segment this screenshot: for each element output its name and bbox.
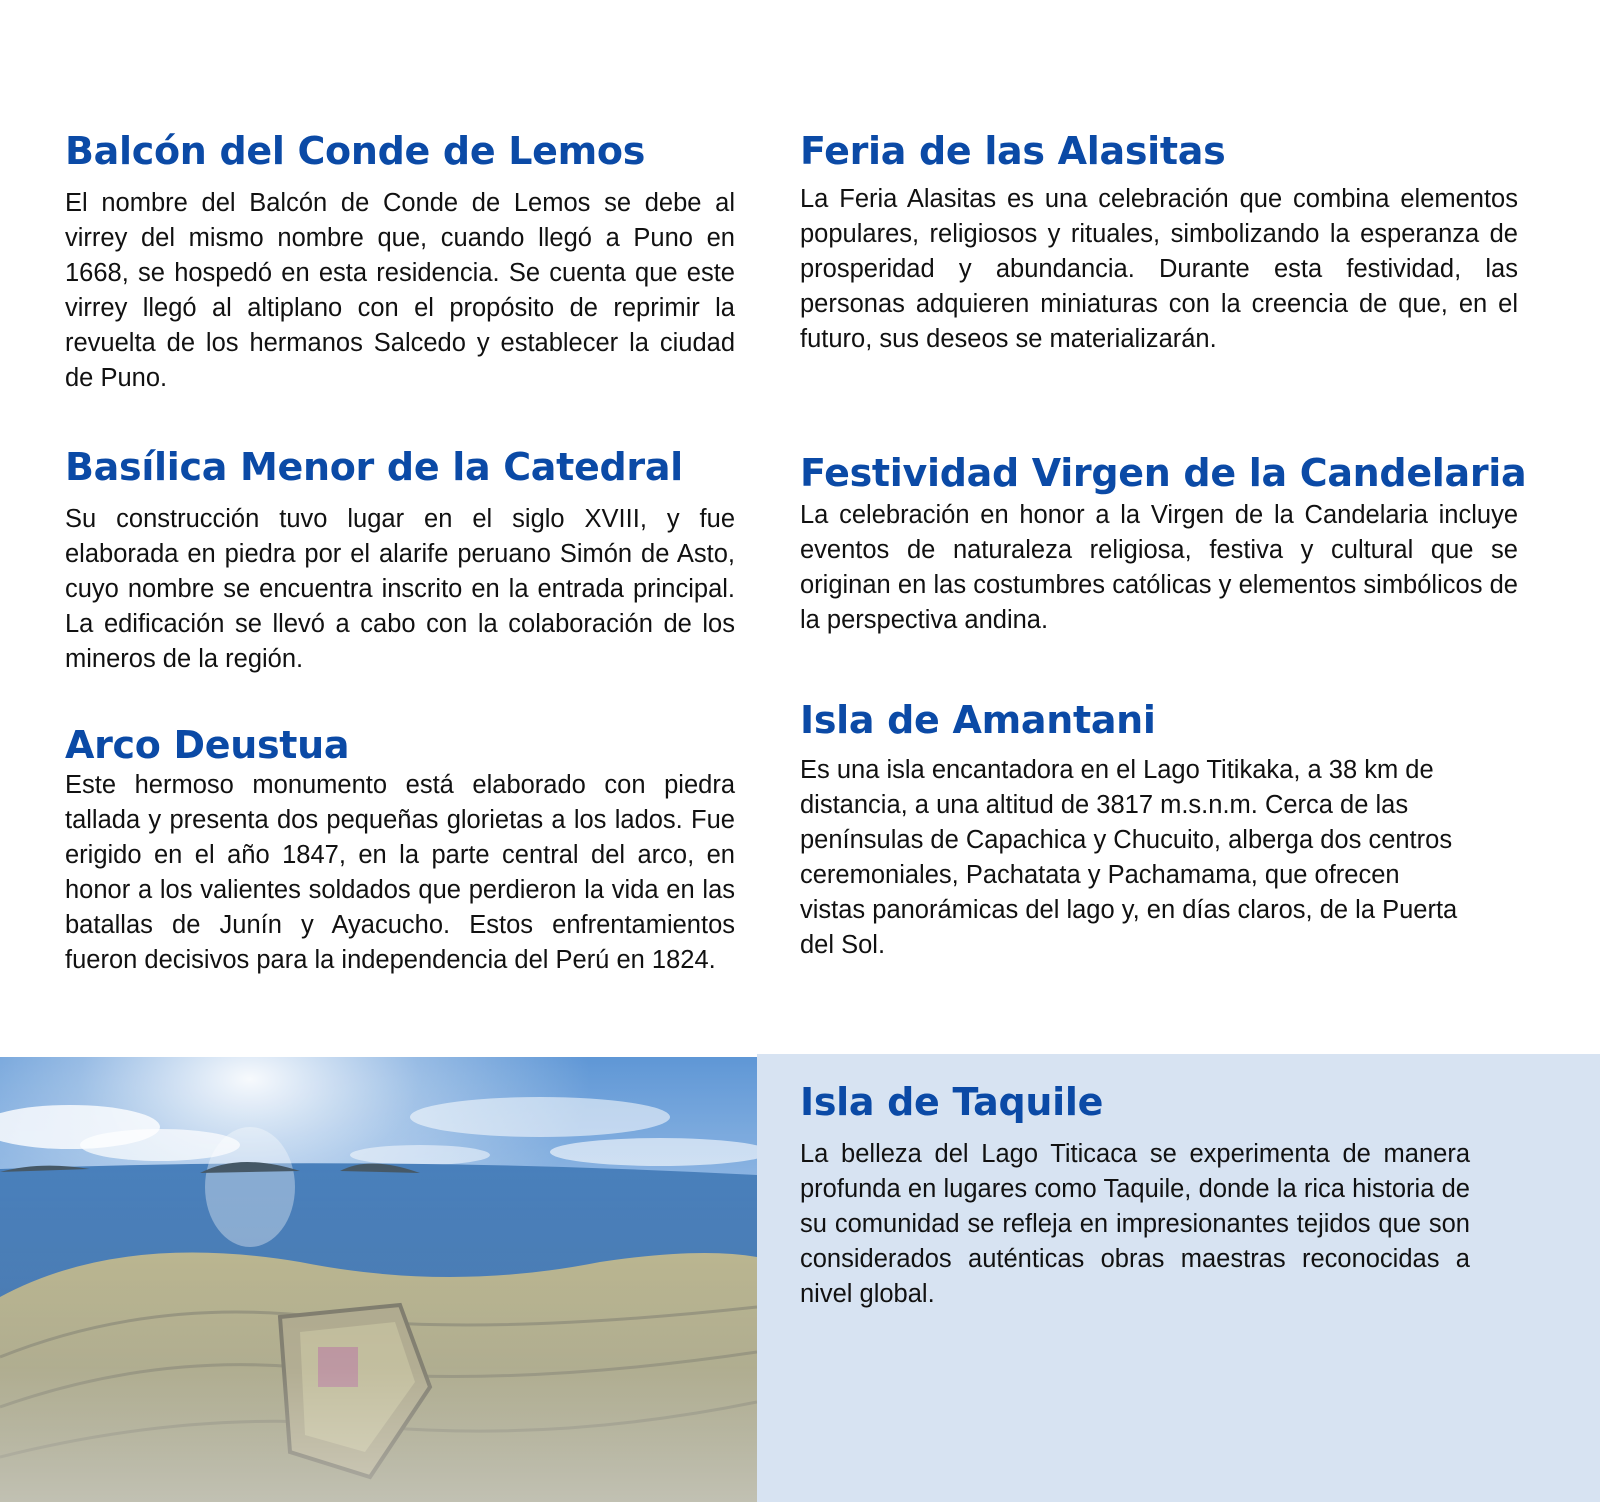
section-feria-alasitas <box>800 128 1518 357</box>
section-virgen-candelaria <box>800 450 1527 638</box>
section-title: Feria de las Alasitas <box>800 129 1226 173</box>
section-arco-deustua <box>65 722 735 978</box>
section-title: Festividad Virgen de la Candelaria <box>800 451 1527 495</box>
section-text: Su construcción tuvo lugar en el siglo XVIII, y fue elaborada en piedra por el alarife peruano Simón de Asto, cuyo nombre se encuentra inscrito en la entrada principal. La edificación se llevó a cabo con la colaboración de los mineros de la región. <box>65 505 735 673</box>
section-basilica-catedral <box>65 444 735 677</box>
section-title: Balcón del Conde de Lemos <box>65 129 646 173</box>
section-title: Isla de Taquile <box>800 1080 1104 1124</box>
section-balcon-conde-lemos <box>65 128 735 396</box>
section-text: La celebración en honor a la Virgen de la Candelaria incluye eventos de naturaleza religiosa, festiva y cultural que se originan en las costumbres católicas y elementos simbólicos de la perspectiva andina. <box>800 501 1518 634</box>
section-title: Basílica Menor de la Catedral <box>65 445 683 489</box>
section-title: Isla de Amantani <box>800 698 1156 742</box>
section-title: Arco Deustua <box>65 723 350 767</box>
section-text: Este hermoso monumento está elaborado con piedra tallada y presenta dos pequeñas glorietas a los lados. Fue erigido en el año 1847, en la parte central del arco, en honor a los valientes soldados que perdieron la vida en las batallas de Junín y Ayacucho. Estos enfrentamientos fueron decisivos para la independencia del Perú en 1824. <box>65 771 735 974</box>
section-text: Es una isla encantadora en el Lago Titikaka, a 38 km de distancia, a una altitud de 3817 m.s.n.m. Cerca de las penínsulas de Capachica y Chucuito, alberga dos centros ceremoniales, Pachatata y Pachamama, que ofrecen vistas panorámicas del lago y, en días claros, de la Puerta del Sol. <box>800 756 1458 959</box>
section-text: El nombre del Balcón de Conde de Lemos se debe al virrey del mismo nombre que, cuando llegó a Puno en 1668, se hospedó en esta residencia. Se cuenta que este virrey llegó al altiplano con el propósito de reprimir la revuelta de los hermanos Salcedo y establecer la ciudad de Puno. <box>65 189 735 392</box>
section-isla-taquile <box>800 1079 1470 1312</box>
section-isla-amantani <box>800 697 1470 963</box>
section-text: La Feria Alasitas es una celebración que combina elementos populares, religiosos y rituales, simbolizando la esperanza de prosperidad y abundancia. Durante esta festividad, las personas adquieren miniaturas con la creencia de que, en el futuro, sus deseos se materializarán. <box>800 185 1518 353</box>
section-text: La belleza del Lago Titicaca se experimenta de manera profunda en lugares como Taquile, donde la rica historia de su comunidad se refleja en impresionantes tejidos que son considerados auténticas obras maestras reconocidas a nivel global. <box>800 1140 1470 1308</box>
lake-titicaca-island-photo-icon <box>0 1057 757 1502</box>
